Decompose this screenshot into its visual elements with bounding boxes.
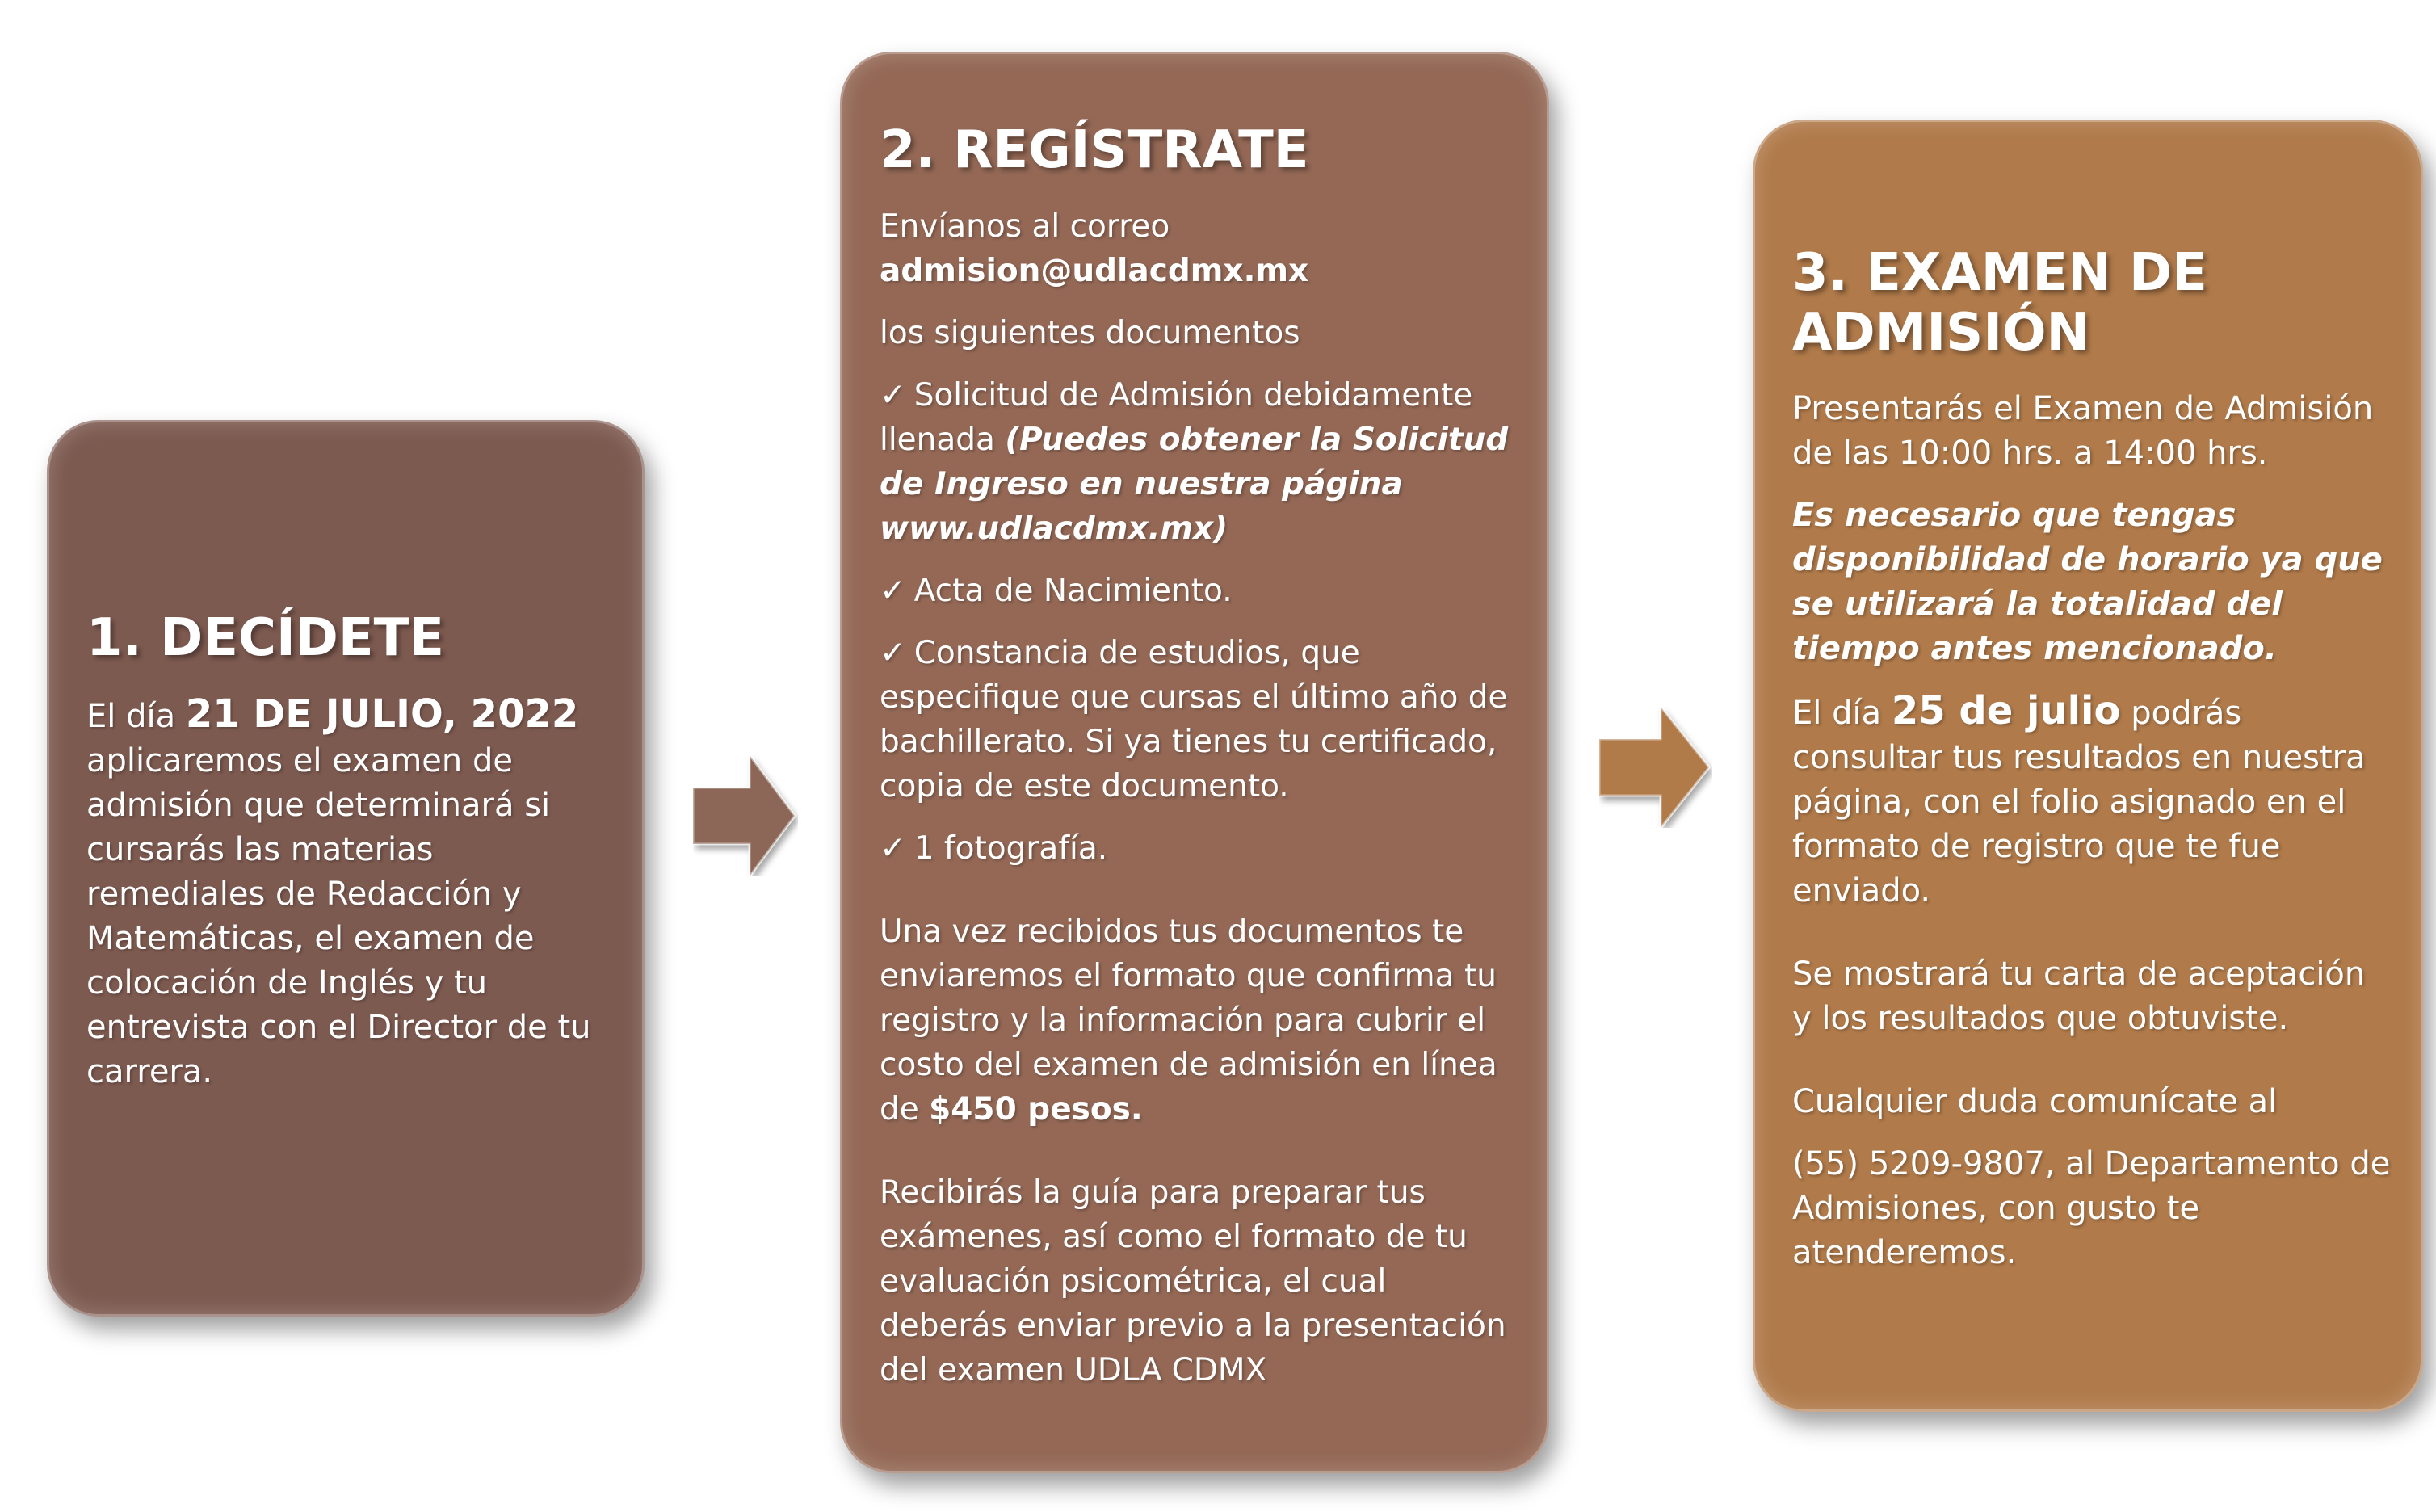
step-3-contact-intro: Cualquier duda comunícate al xyxy=(1792,1083,2278,1121)
step-3-note: Es necesario que tengas disponibilidad de horario ya que se utilizará la totalidad del tiempo antes mencionado. xyxy=(1792,497,2383,668)
checkmark-icon: ✓ xyxy=(880,377,906,414)
step-1-title: 1. DECÍDETE xyxy=(86,608,444,668)
step-1-box xyxy=(47,420,645,1317)
checkmark-icon: ✓ xyxy=(880,573,906,610)
step-1-text: El día 21 DE JULIO, 2022 aplicaremos el examen de admisión que determinará si cursarás las materias remediales de Redacción y Matemáticas, el examen de colocación de Inglés y tu entrevista con el Director de tu carrera. xyxy=(86,691,591,1091)
step-2-box xyxy=(840,52,1549,1473)
doc-item-4: ✓ 1 fotografía. xyxy=(880,830,1108,867)
step-2-title: 2. REGÍSTRATE xyxy=(880,120,1309,180)
doc-item-1: ✓ Solicitud de Admisión debidamente llenada (Puedes obtener la Solicitud de Ingreso en nuestra página www.udlacdmx.mx) xyxy=(880,377,1509,548)
step-2-guide: Recibirás la guía para preparar tus exámenes, así como el formato de tu evaluación psicométrica, el cual deberás enviar previo a la presentación del examen UDLA CDMX xyxy=(880,1174,1506,1389)
step-2-intro: Envíanos al correo admision@udlacdmx.mx xyxy=(880,208,1309,290)
checkmark-icon: ✓ xyxy=(880,830,906,867)
step-2-docs-intro: los siguientes documentos xyxy=(880,315,1300,352)
step-2-payment: Una vez recibidos tus documentos te enviaremos el formato que confirma tu registro y la información para cubrir el costo del examen de admisión en línea de $450 pesos. xyxy=(880,914,1497,1128)
step-3-box xyxy=(1753,120,2423,1412)
step-3-results: El día 25 de julio podrás consultar tus resultados en nuestra página, con el folio asignado en el formato de registro que te fue enviado. xyxy=(1792,688,2366,910)
step-3-contact: (55) 5209-9807, al Departamento de Admisiones, con gusto te atenderemos. xyxy=(1792,1145,2391,1272)
price: $450 pesos. xyxy=(929,1091,1143,1128)
results-date: 25 de julio xyxy=(1891,688,2121,734)
step-3-schedule: Presentarás el Examen de Admisión de las 10:00 hrs. a 14:00 hrs. xyxy=(1792,390,2374,472)
step-3-acceptance: Se mostrará tu carta de aceptación y los resultados que obtuviste. xyxy=(1792,956,2366,1038)
arrow-right-icon xyxy=(1599,707,1712,828)
step-3-title: 3. EXAMEN DE ADMISIÓN xyxy=(1792,243,2207,363)
checkmark-icon: ✓ xyxy=(880,635,906,672)
doc-item-2: ✓ Acta de Nacimiento. xyxy=(880,573,1233,610)
arrow-right-icon xyxy=(693,755,798,876)
step-1-date: 21 DE JULIO, 2022 xyxy=(185,691,579,737)
doc-item-3: ✓ Constancia de estudios, que especifique que cursas el último año de bachillerato. Si ya tienes tu certificado, copia de este documento. xyxy=(880,635,1508,805)
email-address: admision@udlacdmx.mx xyxy=(880,253,1309,290)
